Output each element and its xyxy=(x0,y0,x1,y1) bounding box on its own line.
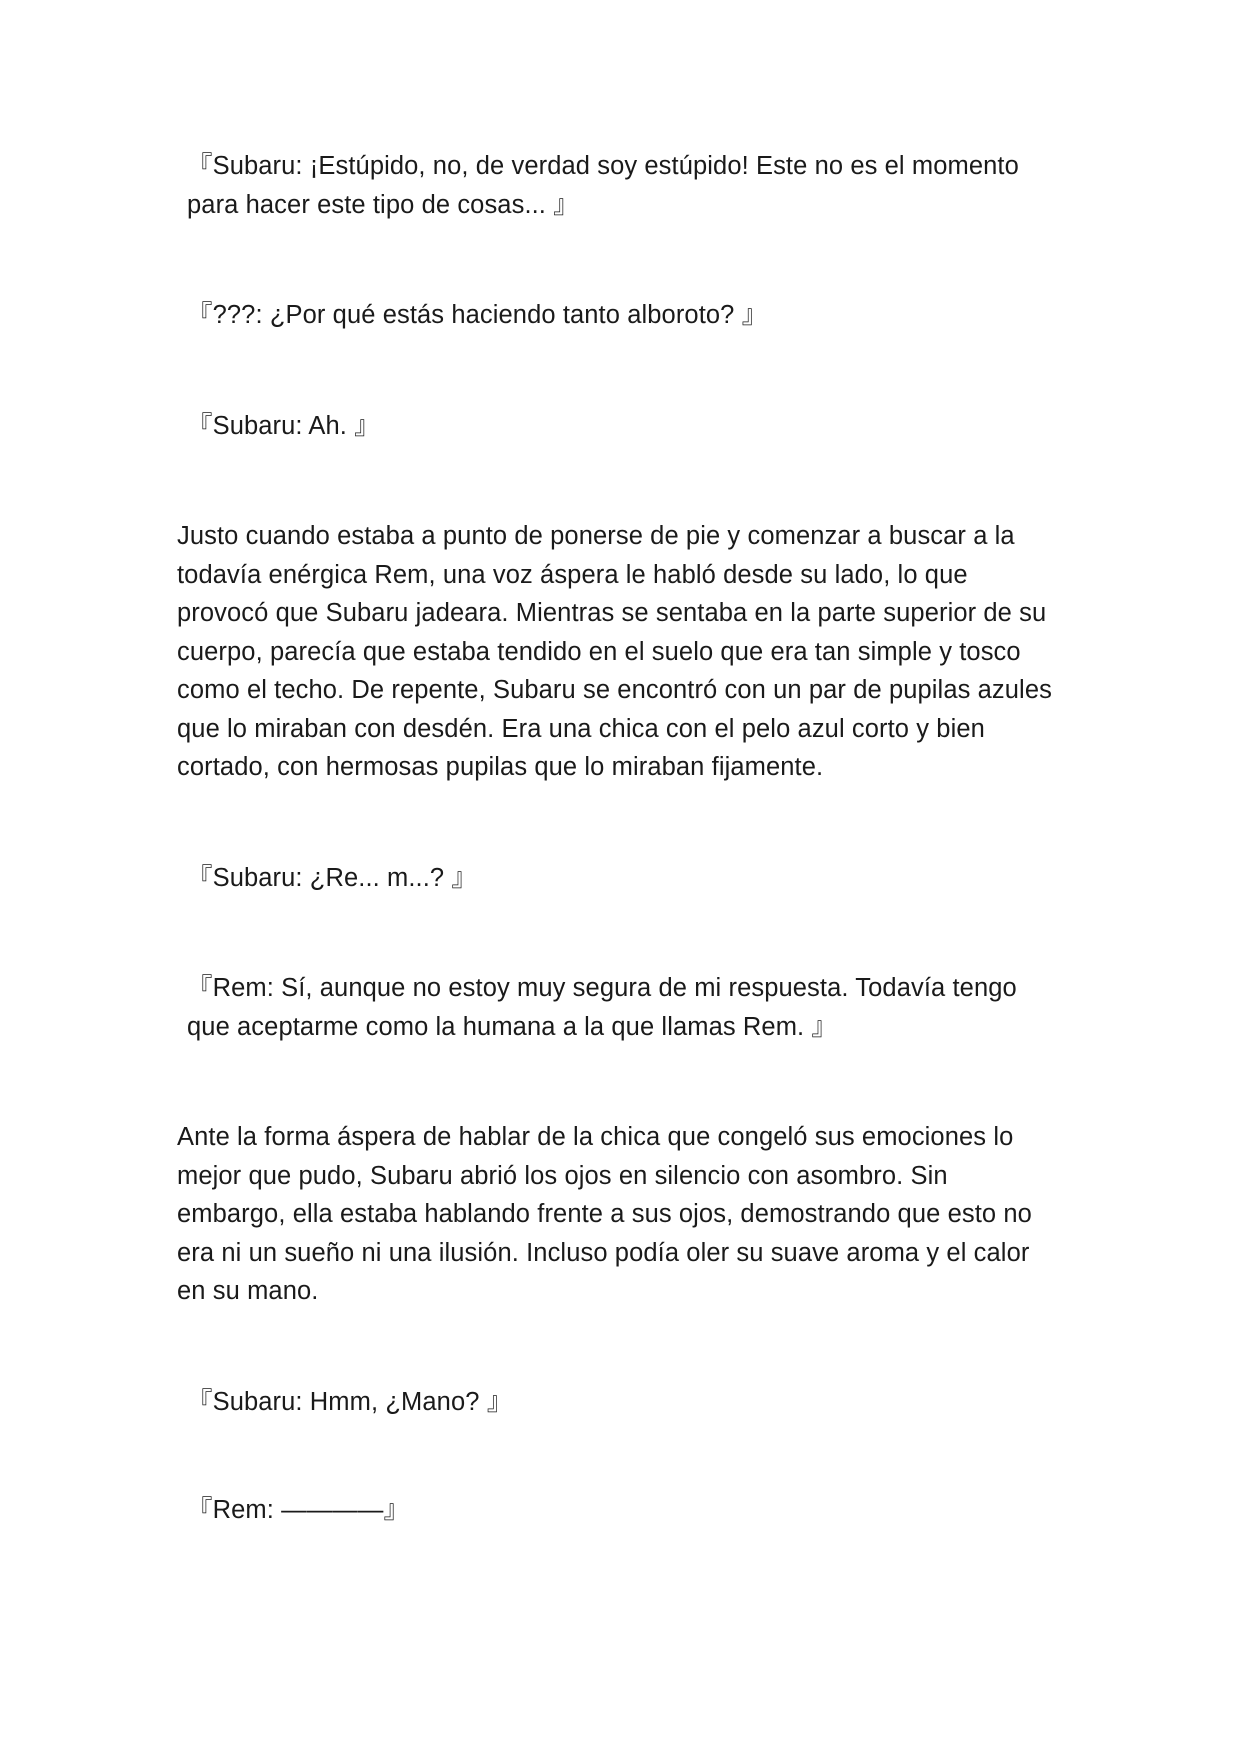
document-page xyxy=(177,147,1062,1530)
dialogue-paragraph: 『Rem: ————』 xyxy=(187,1496,410,1524)
dialogue-paragraph: 『Subaru: ¡Estúpido, no, de verdad soy estúpido! Este no es el momento para hacer este tipo de cosas... 』 xyxy=(187,152,1019,219)
dialogue-paragraph: 『Subaru: ¿Re... m...? 』 xyxy=(187,863,477,892)
dialogue-paragraph: 『Subaru: Ah. 』 xyxy=(187,411,380,440)
narration-paragraph: Ante la forma áspera de hablar de la chica que congeló sus emociones lo mejor que pudo, Subaru abrió los ojos en silencio con asombro. Sin embargo, ella estaba hablando frente a sus ojos, demostrando que esto no era ni un sueño ni una ilusión. Incluso podía oler su suave aroma y el calor en su mano. xyxy=(177,1123,1032,1305)
dialogue-paragraph: 『Subaru: Hmm, ¿Mano? 』 xyxy=(187,1387,513,1416)
narration-paragraph: Justo cuando estaba a punto de ponerse de pie y comenzar a buscar a la todavía enérgica Rem, una voz áspera le habló desde su lado, lo que provocó que Subaru jadeara. Mientras se sentaba en la parte superior de su cuerpo, parecía que estaba tendido en el suelo que era tan simple y tosco como el techo. De repente, Subaru se encontró con un par de pupilas azules que lo miraban con desdén. Era una chica con el pelo azul corto y bien cortado, con hermosas pupilas que lo miraban fijamente. xyxy=(177,522,1052,781)
dialogue-paragraph: 『Rem: Sí, aunque no estoy muy segura de mi respuesta. Todavía tengo que aceptarme como la humana a la que llamas Rem. 』 xyxy=(187,974,1017,1041)
dialogue-paragraph: 『???: ¿Por qué estás haciendo tanto alboroto? 』 xyxy=(187,301,768,329)
